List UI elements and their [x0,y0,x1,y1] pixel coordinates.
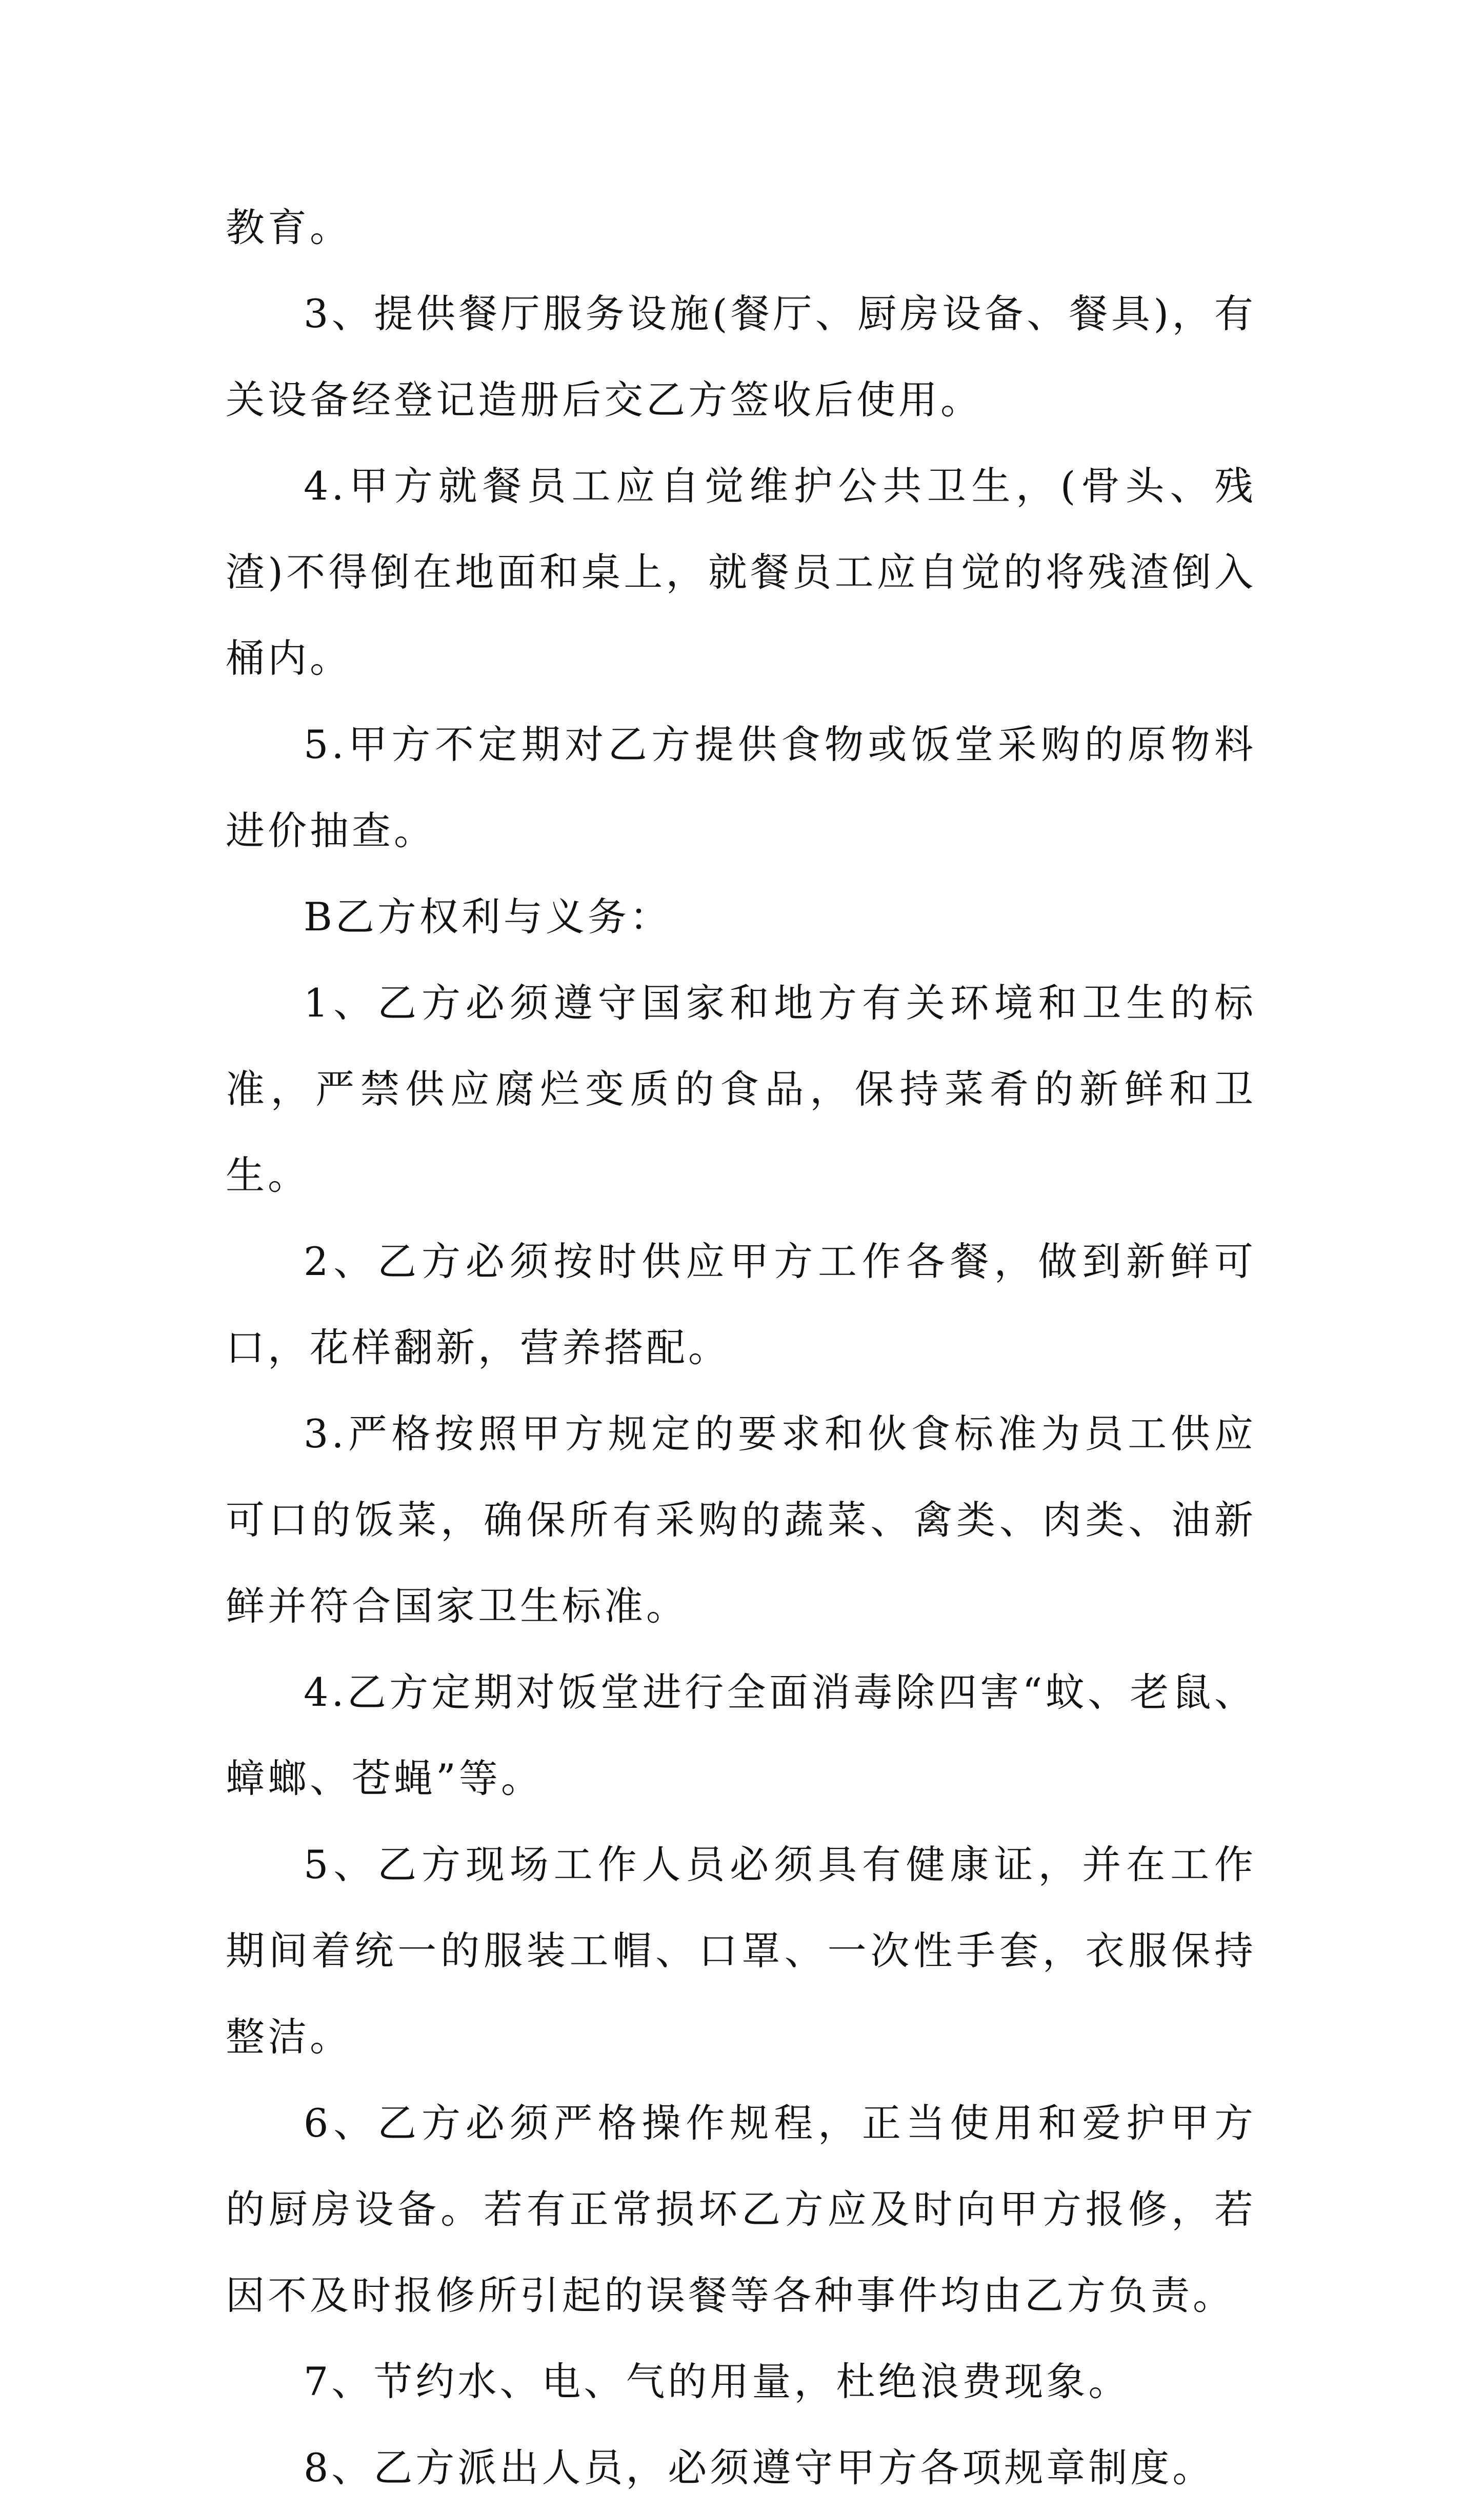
paragraph-b8-rules: 8、乙方派出人员，必须遵守甲方各项规章制度。 [304,2445,1215,2490]
paragraph-education-end: 教育。 [226,205,352,250]
document-body [226,185,1256,2511]
paragraph-b2-meals: 2、乙方必须按时供应甲方工作各餐，做到新鲜可口，花样翻新，营养搭配。 [226,1239,1256,1370]
paragraph-b5-staff: 5、乙方现场工作人员必须具有健康证，并在工作期间着统一的服装工帽、口罩、一次性手套，衣服保持整洁。 [226,1842,1256,2060]
paragraph-b1-standards: 1、乙方必须遵守国家和地方有关环境和卫生的标准，严禁供应腐烂变质的食品，保持菜肴的新鲜和卫生。 [226,980,1256,1198]
section-heading-b: B乙方权利与义务： [304,894,672,940]
paragraph-b4-disinfection: 4.乙方定期对饭堂进行全面消毒除四害“蚊、老鼠、蟑螂、苍蝇”等。 [226,1669,1256,1801]
paragraph-b3-food-quality: 3.严格按照甲方规定的要求和伙食标准为员工供应可口的饭菜，确保所有采购的蔬菜、禽类、肉类、油新鲜并符合国家卫生标准。 [226,1411,1256,1629]
paragraph-b7-conservation: 7、节约水、电、气的用量，杜绝浪费现象。 [304,2359,1131,2404]
paragraph-b6-equipment: 6、乙方必须严格操作规程，正当使用和爱护甲方的厨房设备。若有正常损坏乙方应及时向甲方报修，若因不及时报修所引起的误餐等各种事件均由乙方负责。 [226,2100,1256,2318]
paragraph-a3-facilities: 3、提供餐厅服务设施(餐厅、厨房设备、餐具)，有关设备经登记造册后交乙方签收后使用。 [226,291,1256,423]
paragraph-a4-hygiene: 4.甲方就餐员工应自觉维护公共卫生，(骨头、残渣)不得倒在地面和桌上，就餐员工应自觉的将残渣倒入桶内。 [226,463,1256,681]
paragraph-a5-inspection: 5.甲方不定期对乙方提供食物或饭堂采购的原物料进价抽查。 [226,722,1256,853]
